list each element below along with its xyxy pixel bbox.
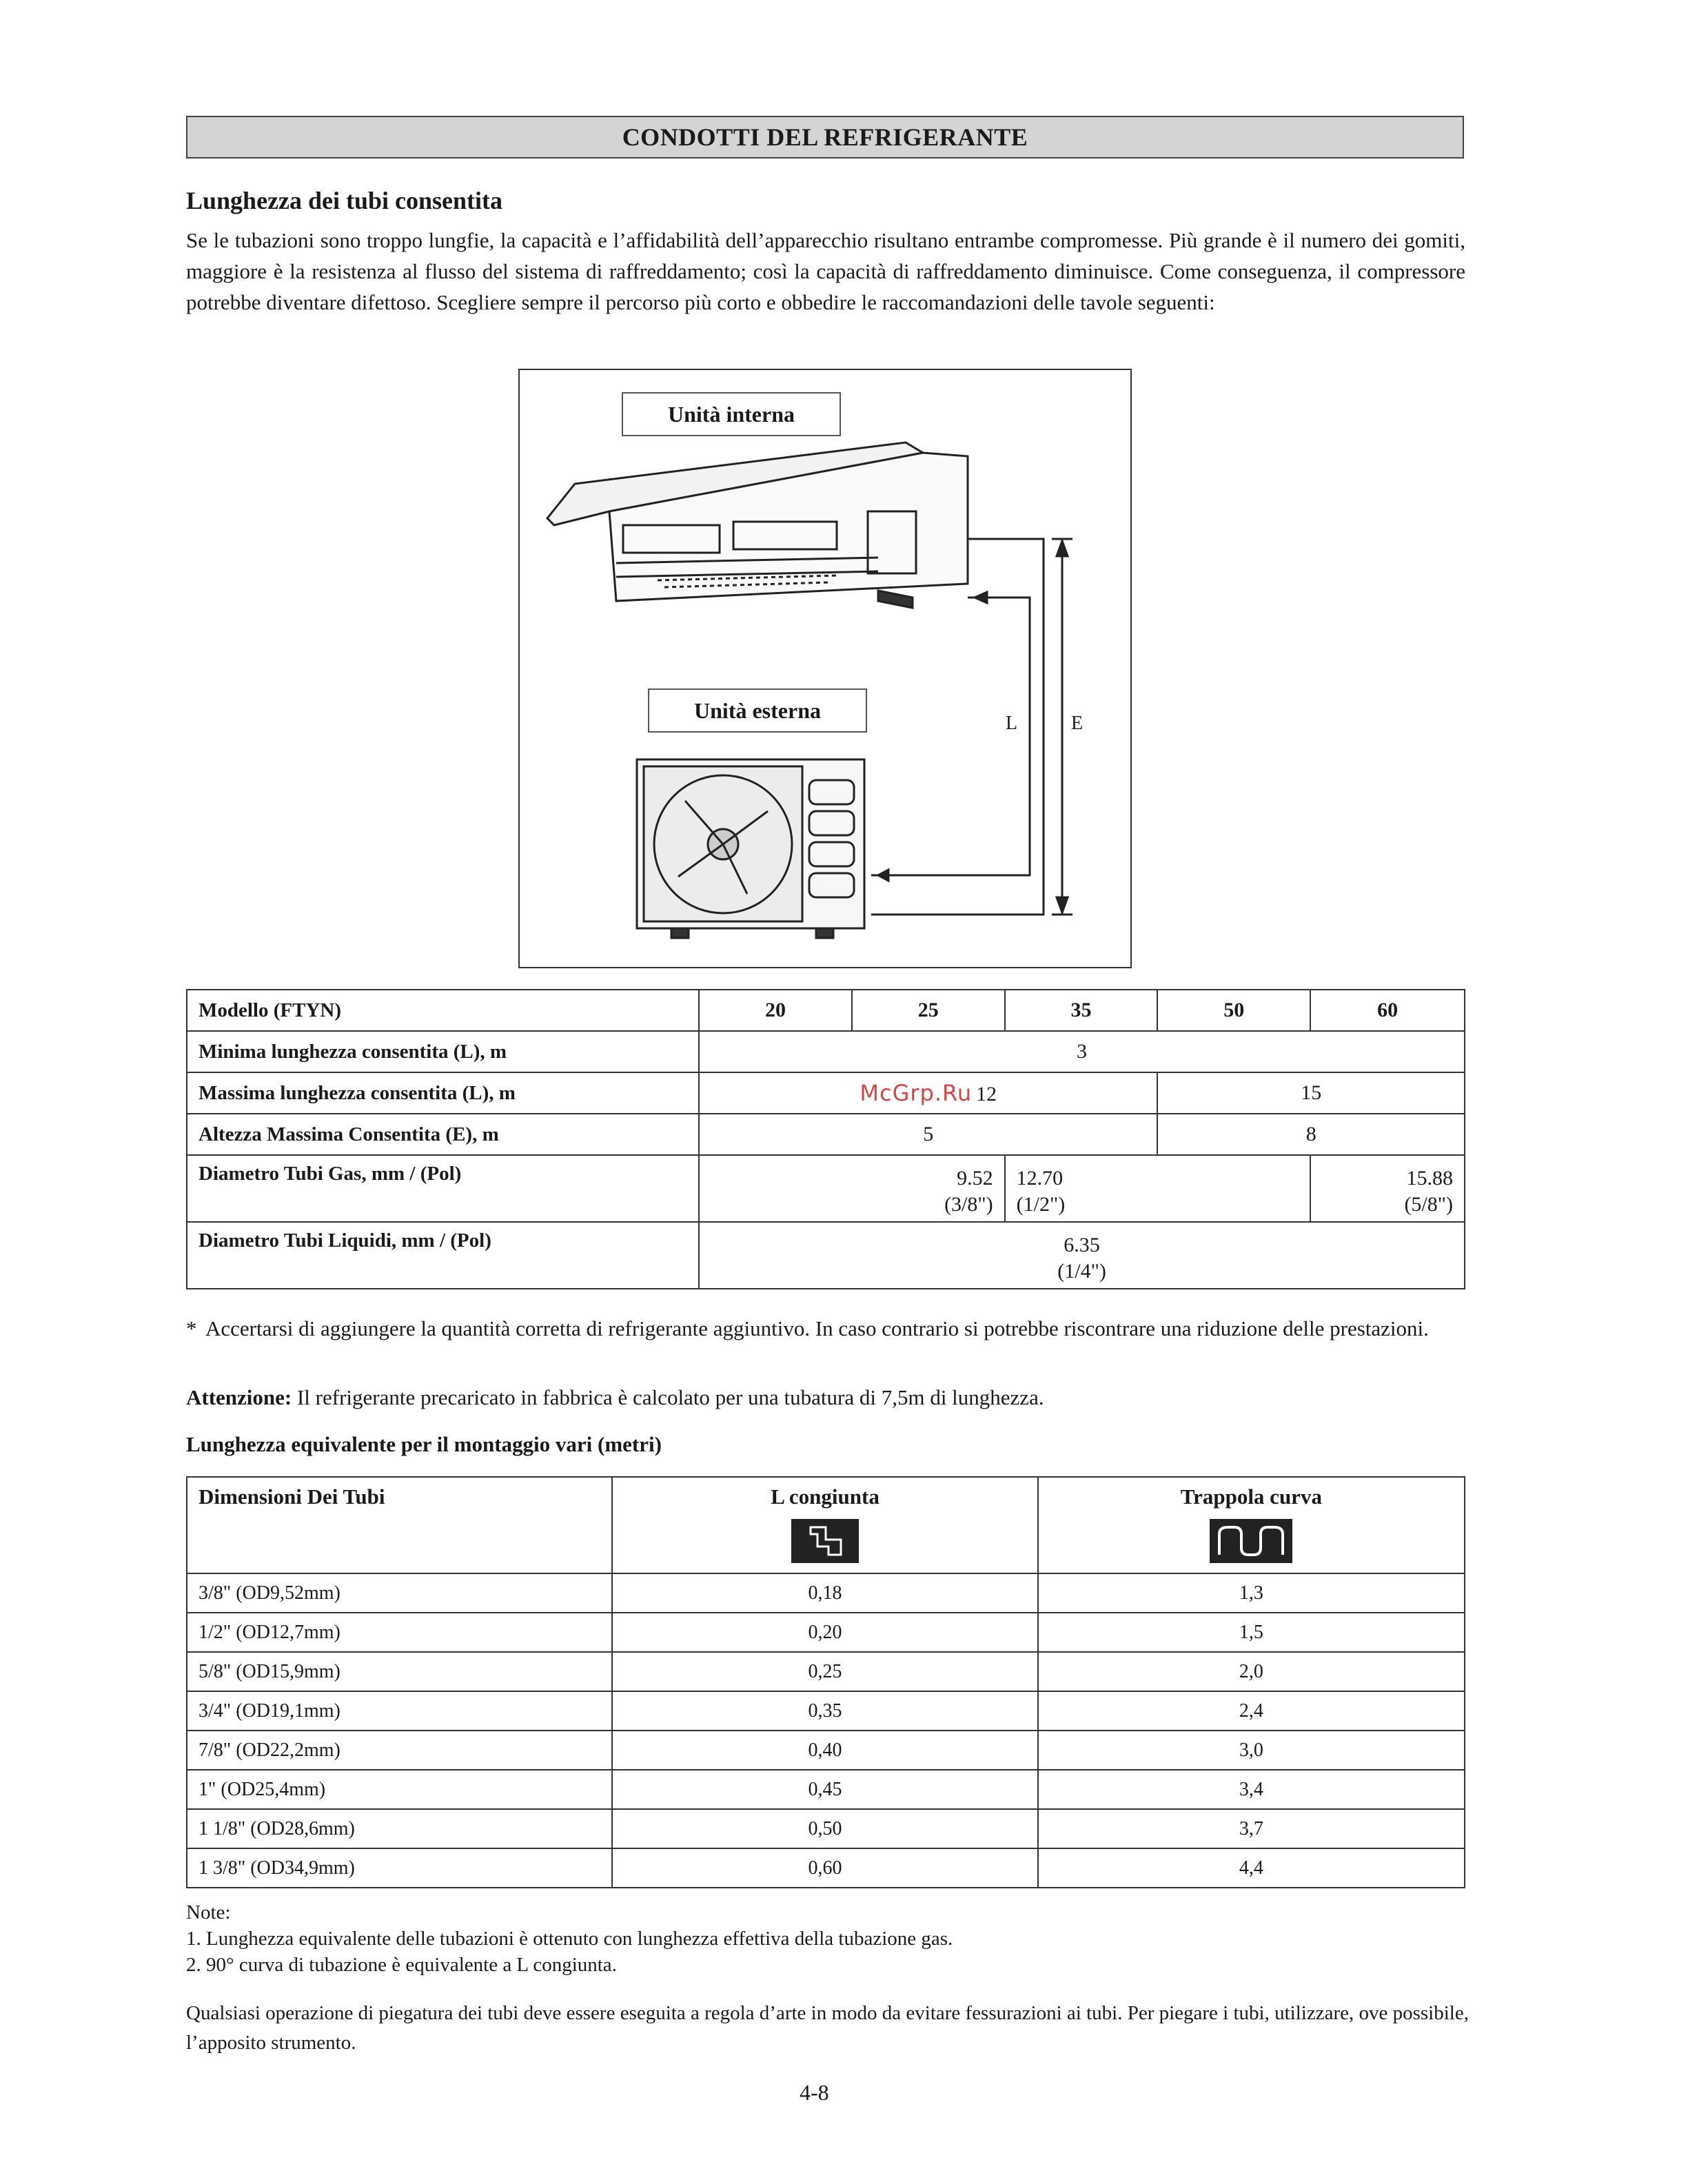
model-50: 50 (1157, 990, 1310, 1031)
bend-trap-value: 4,4 (1038, 1848, 1465, 1888)
gas-diameter-b (1005, 1155, 1311, 1222)
gas-b-in: (1/2") (1016, 1193, 1066, 1216)
pipe-size: 5/8" (OD15,9mm) (187, 1652, 612, 1691)
max-length-small-cell (699, 1072, 1157, 1114)
spec-row-max-length (187, 1072, 1465, 1114)
max-height-label: Altezza Massima Consentita (E), m (187, 1114, 699, 1155)
liquid-mm: 6.35 (1064, 1234, 1100, 1256)
header-bend-trap-label: Trappola curva (1180, 1484, 1322, 1509)
spec-row-model (187, 990, 1465, 1031)
outdoor-unit-label: Unità esterna (648, 688, 867, 733)
liquid-diameter-value (699, 1222, 1465, 1289)
liquid-in: (1/4") (1057, 1260, 1106, 1283)
bend-trap-value: 3,4 (1038, 1770, 1465, 1809)
pipe-size: 3/4" (OD19,1mm) (187, 1691, 612, 1731)
bend-trap-icon (1210, 1519, 1292, 1563)
gas-diameter-a (699, 1155, 1005, 1222)
pipe-size: 3/8" (OD9,52mm) (187, 1573, 612, 1613)
header-pipe-size: Dimensioni Dei Tubi (187, 1477, 612, 1573)
equivalent-length-title: Lunghezza equivalente per il montaggio vari (metri) (186, 1432, 662, 1456)
indoor-unit-label: Unità interna (622, 392, 841, 436)
bend-trap-value: 2,0 (1038, 1652, 1465, 1691)
model-25: 25 (852, 990, 1005, 1031)
pipe-size: 1" (OD25,4mm) (187, 1770, 612, 1809)
equiv-row (187, 1848, 1465, 1888)
model-60: 60 (1310, 990, 1465, 1031)
pipe-size: 1 1/8" (OD28,6mm) (187, 1809, 612, 1848)
pipe-size: 1 3/8" (OD34,9mm) (187, 1848, 612, 1888)
equiv-row (187, 1652, 1465, 1691)
gas-c-in: (5/8") (1404, 1193, 1453, 1216)
equiv-row (187, 1691, 1465, 1731)
footnote-mark: * (186, 1316, 197, 1340)
pipe-spec-table (186, 989, 1465, 1289)
l-joint-value: 0,18 (612, 1573, 1037, 1613)
spec-row-min-length (187, 1031, 1465, 1072)
header-bend-trap (1038, 1477, 1465, 1573)
installation-diagram-drawing (520, 370, 1130, 967)
max-height-large: 8 (1157, 1114, 1465, 1155)
spec-row-liquid-diameter (187, 1222, 1465, 1289)
attention-note (186, 1385, 1044, 1410)
equiv-row (187, 1731, 1465, 1770)
min-length-value: 3 (699, 1031, 1465, 1072)
liquid-diameter-label: Diametro Tubi Liquidi, mm / (Pol) (187, 1222, 699, 1289)
model-35: 35 (1005, 990, 1158, 1031)
max-length-large: 15 (1157, 1072, 1465, 1114)
gas-a-in: (3/8") (944, 1193, 993, 1216)
attention-text: Il refrigerante precaricato in fabbrica è calcolato per una tubatura di 7,5m di lunghezza. (296, 1385, 1044, 1409)
footnote (186, 1313, 1465, 1344)
bend-trap-value: 3,0 (1038, 1731, 1465, 1770)
bend-trap-value: 2,4 (1038, 1691, 1465, 1731)
max-length-label: Massima lunghezza consentita (L), m (187, 1072, 699, 1114)
gas-c-mm: 15.88 (1406, 1167, 1453, 1190)
l-joint-value: 0,45 (612, 1770, 1037, 1809)
subtitle: Lunghezza dei tubi consentita (186, 187, 503, 214)
l-joint-icon-graphic (791, 1519, 859, 1563)
equiv-row (187, 1770, 1465, 1809)
note-2: 2. 90° curva di tubazione è equivalente a L congiunta. (186, 1954, 617, 1976)
l-joint-value: 0,60 (612, 1848, 1037, 1888)
pipe-size: 1/2" (OD12,7mm) (187, 1613, 612, 1652)
attention-label: Attenzione: (186, 1385, 292, 1409)
spec-row-gas-diameter (187, 1155, 1465, 1222)
notes (186, 1899, 953, 1978)
closing-paragraph: Qualsiasi operazione di piegatura dei tubi deve essere eseguita a regola d’arte in modo da evitare fessurazioni ai tubi. Per piegare i tubi, utilizzare, ove possibile, l’apposito strumento. (186, 2002, 1469, 2054)
installation-diagram (518, 369, 1132, 968)
gas-a-mm: 9.52 (957, 1167, 993, 1190)
outdoor-unit-drawing (637, 759, 864, 938)
equiv-row (187, 1809, 1465, 1848)
min-length-label: Minima lunghezza consentita (L), m (187, 1031, 699, 1072)
l-joint-icon (791, 1519, 859, 1563)
bend-trap-value: 3,7 (1038, 1809, 1465, 1848)
height-dimension (1052, 539, 1072, 915)
model-label: Modello (FTYN) (187, 990, 699, 1031)
page-number: 4-8 (800, 2080, 829, 2105)
gas-b-mm: 12.70 (1016, 1167, 1064, 1190)
l-joint-value: 0,35 (612, 1691, 1037, 1731)
gas-diameter-c (1310, 1155, 1465, 1222)
l-joint-value: 0,20 (612, 1613, 1037, 1652)
note-1: 1. Lunghezza equivalente delle tubazioni è ottenuto con lunghezza effettiva della tubazione gas. (186, 1928, 953, 1950)
height-letter: E (1071, 713, 1084, 734)
footnote-text: Accertarsi di aggiungere la quantità corretta di refrigerante aggiuntivo. In caso contrario si potrebbe riscontrare una riduzione delle prestazioni. (205, 1316, 1429, 1340)
model-20: 20 (699, 990, 852, 1031)
equivalent-length-table (186, 1476, 1465, 1888)
equiv-header-row (187, 1477, 1465, 1573)
spec-row-max-height (187, 1114, 1465, 1155)
header-l-joint (612, 1477, 1037, 1573)
equiv-row (187, 1573, 1465, 1613)
equiv-row (187, 1613, 1465, 1652)
intro-paragraph: Se le tubazioni sono troppo lungfie, la capacità e l’affidabilità dell’apparecchio risultano entrambe compromesse. Più grande è il numero dei gomiti, maggiore è la resistenza al flusso del sistema di raffreddamento; così la capacità di raffreddamento diminuisce. Come conseguenza, il compressore potrebbe diventare difettoso. Scegliere sempre il percorso più corto e obbedire le raccomandazioni delle tavole seguenti: (186, 228, 1465, 314)
length-letter: L (1006, 713, 1018, 734)
header-l-joint-label: L congiunta (771, 1484, 879, 1509)
l-joint-value: 0,25 (612, 1652, 1037, 1691)
bend-trap-icon-graphic (1210, 1519, 1292, 1563)
gas-diameter-label: Diametro Tubi Gas, mm / (Pol) (187, 1155, 699, 1222)
bend-trap-value: 1,5 (1038, 1613, 1465, 1652)
watermark: McGrp.Ru (860, 1080, 973, 1106)
l-joint-value: 0,40 (612, 1731, 1037, 1770)
max-height-small: 5 (699, 1114, 1157, 1155)
pipe-size: 7/8" (OD22,2mm) (187, 1731, 612, 1770)
l-joint-value: 0,50 (612, 1809, 1037, 1848)
indoor-unit-drawing (547, 442, 968, 608)
max-length-small: 12 (976, 1083, 997, 1105)
section-title: CONDOTTI DEL REFRIGERANTE (186, 116, 1464, 159)
notes-title: Note: (186, 1901, 231, 1923)
bend-trap-value: 1,3 (1038, 1573, 1465, 1613)
